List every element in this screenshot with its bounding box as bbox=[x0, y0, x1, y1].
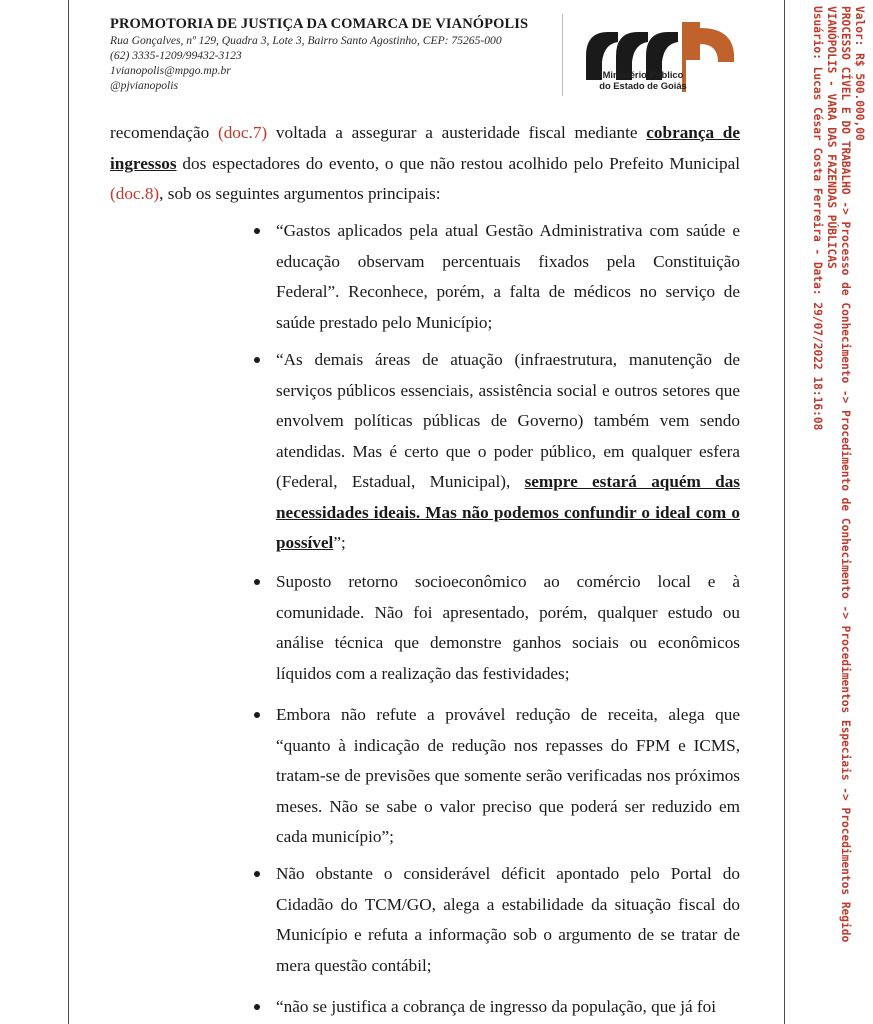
letterhead bbox=[110, 16, 560, 93]
bullet-item-1: “Gastos aplicados pela atual Gestão Administrativa com saúde e educação observam percentuais fixados pela Constituição Federal”. Reconhece, porém, a falta de médicos no serviço de saúde prestado pelo Município; bbox=[276, 221, 740, 332]
bullet-item-6: “não se justifica a cobrança de ingresso da população, que já foi bbox=[276, 997, 717, 1016]
side-stamp-court: VIANÓPOLIS - VARA DAS FAZENDAS PÚBLICAS bbox=[825, 6, 838, 269]
bullet-dot bbox=[254, 1004, 260, 1010]
letterhead-title: PROMOTORIA DE JUSTIÇA DA COMARCA DE VIANÓPOLIS bbox=[110, 16, 529, 32]
bullet-dot bbox=[254, 357, 260, 363]
bullet-item-2 bbox=[276, 345, 740, 559]
side-stamp-process: PROCESSO CÍVEL E DO TRABALHO -> Processo de Conhecimento -> Procedimento de Conhecimento -> Procedimentos Especiais -> Procedimentos Regido bbox=[839, 6, 852, 943]
letterhead-phone: (62) 3335-1209/99432-3123 bbox=[110, 49, 242, 62]
doc-reference-7: (doc.7) bbox=[217, 123, 268, 142]
intro-bold-text: cobrança de ingressos bbox=[110, 123, 740, 173]
logo-line-2: do Estado de Goiás bbox=[599, 80, 687, 91]
bullet-dot bbox=[254, 228, 260, 234]
bullet-item-4: Embora não refute a provável redução de receita, alega que “quanto à indicação de redução nos repasses do FPM e ICMS, tratam-se de previsões que somente serão verificadas nos próximos meses. Não se sabe o valor preciso que poderá ser reduzido em cada município”; bbox=[276, 705, 740, 846]
page-left-edge bbox=[68, 0, 69, 1024]
bullet-2-tail: ”; bbox=[333, 533, 346, 552]
letterhead-divider bbox=[562, 14, 563, 96]
letterhead-address: Rua Gonçalves, nº 129, Quadra 3, Lote 3, Bairro Santo Agostinho, CEP: 75265-000 bbox=[110, 34, 502, 47]
page-right-edge bbox=[784, 0, 785, 1024]
logo-line-1: Ministério Público bbox=[602, 69, 684, 80]
intro-text-4: , sob os seguintes argumentos principais: bbox=[159, 184, 441, 203]
logo-text bbox=[588, 69, 698, 91]
side-stamp-user: Usuário: Lucas César Costa Ferreira - Data: 29/07/2022 18:16:08 bbox=[811, 6, 824, 431]
intro-text-2: voltada a assegurar a austeridade fiscal mediante bbox=[267, 123, 647, 142]
bullet-dot bbox=[254, 712, 260, 718]
side-stamp-value: Valor: R$ 500.000,00 bbox=[853, 6, 866, 141]
doc-reference-8: (doc.8) bbox=[110, 184, 160, 203]
bullet-item-5: Não obstante o considerável déficit apontado pelo Portal do Cidadão do TCM/GO, alega a estabilidade da situação fiscal do Município e refuta a informação sob o argumento de se tratar de mera questão contábil; bbox=[276, 864, 740, 975]
letterhead-email: 1vianopolis@mpgo.mp.br bbox=[110, 64, 231, 77]
bullet-dot bbox=[254, 871, 260, 877]
intro-text-1: recomendação bbox=[110, 123, 218, 142]
bullet-dot bbox=[254, 579, 260, 585]
letterhead-social: @pjvianopolis bbox=[110, 79, 178, 92]
intro-paragraph bbox=[110, 118, 740, 210]
bullet-item-3: Suposto retorno socioeconômico ao comércio local e à comunidade. Não foi apresentado, porém, qualquer estudo ou análise técnica que demonstre ganhos sociais ou econômicos líquidos com a realização das festividades; bbox=[276, 572, 740, 683]
intro-text-3: dos espectadores do evento, o que não restou acolhido pelo Prefeito Municipal bbox=[176, 153, 740, 173]
bullet-2-text: “As demais áreas de atuação (infraestrutura, manutenção de serviços públicos essenciais, assistência social e outros setores que envolvem políticas públicas de Governo) também vem sendo atendidas. Mas é certo que o poder público, em qualquer esfera (Federal, Estadual, Municipal), bbox=[276, 350, 740, 491]
bullet-2-bold: sempre estará aquém das necessidades ideais. Mas não podemos confundir o ideal com o possível bbox=[276, 472, 740, 552]
